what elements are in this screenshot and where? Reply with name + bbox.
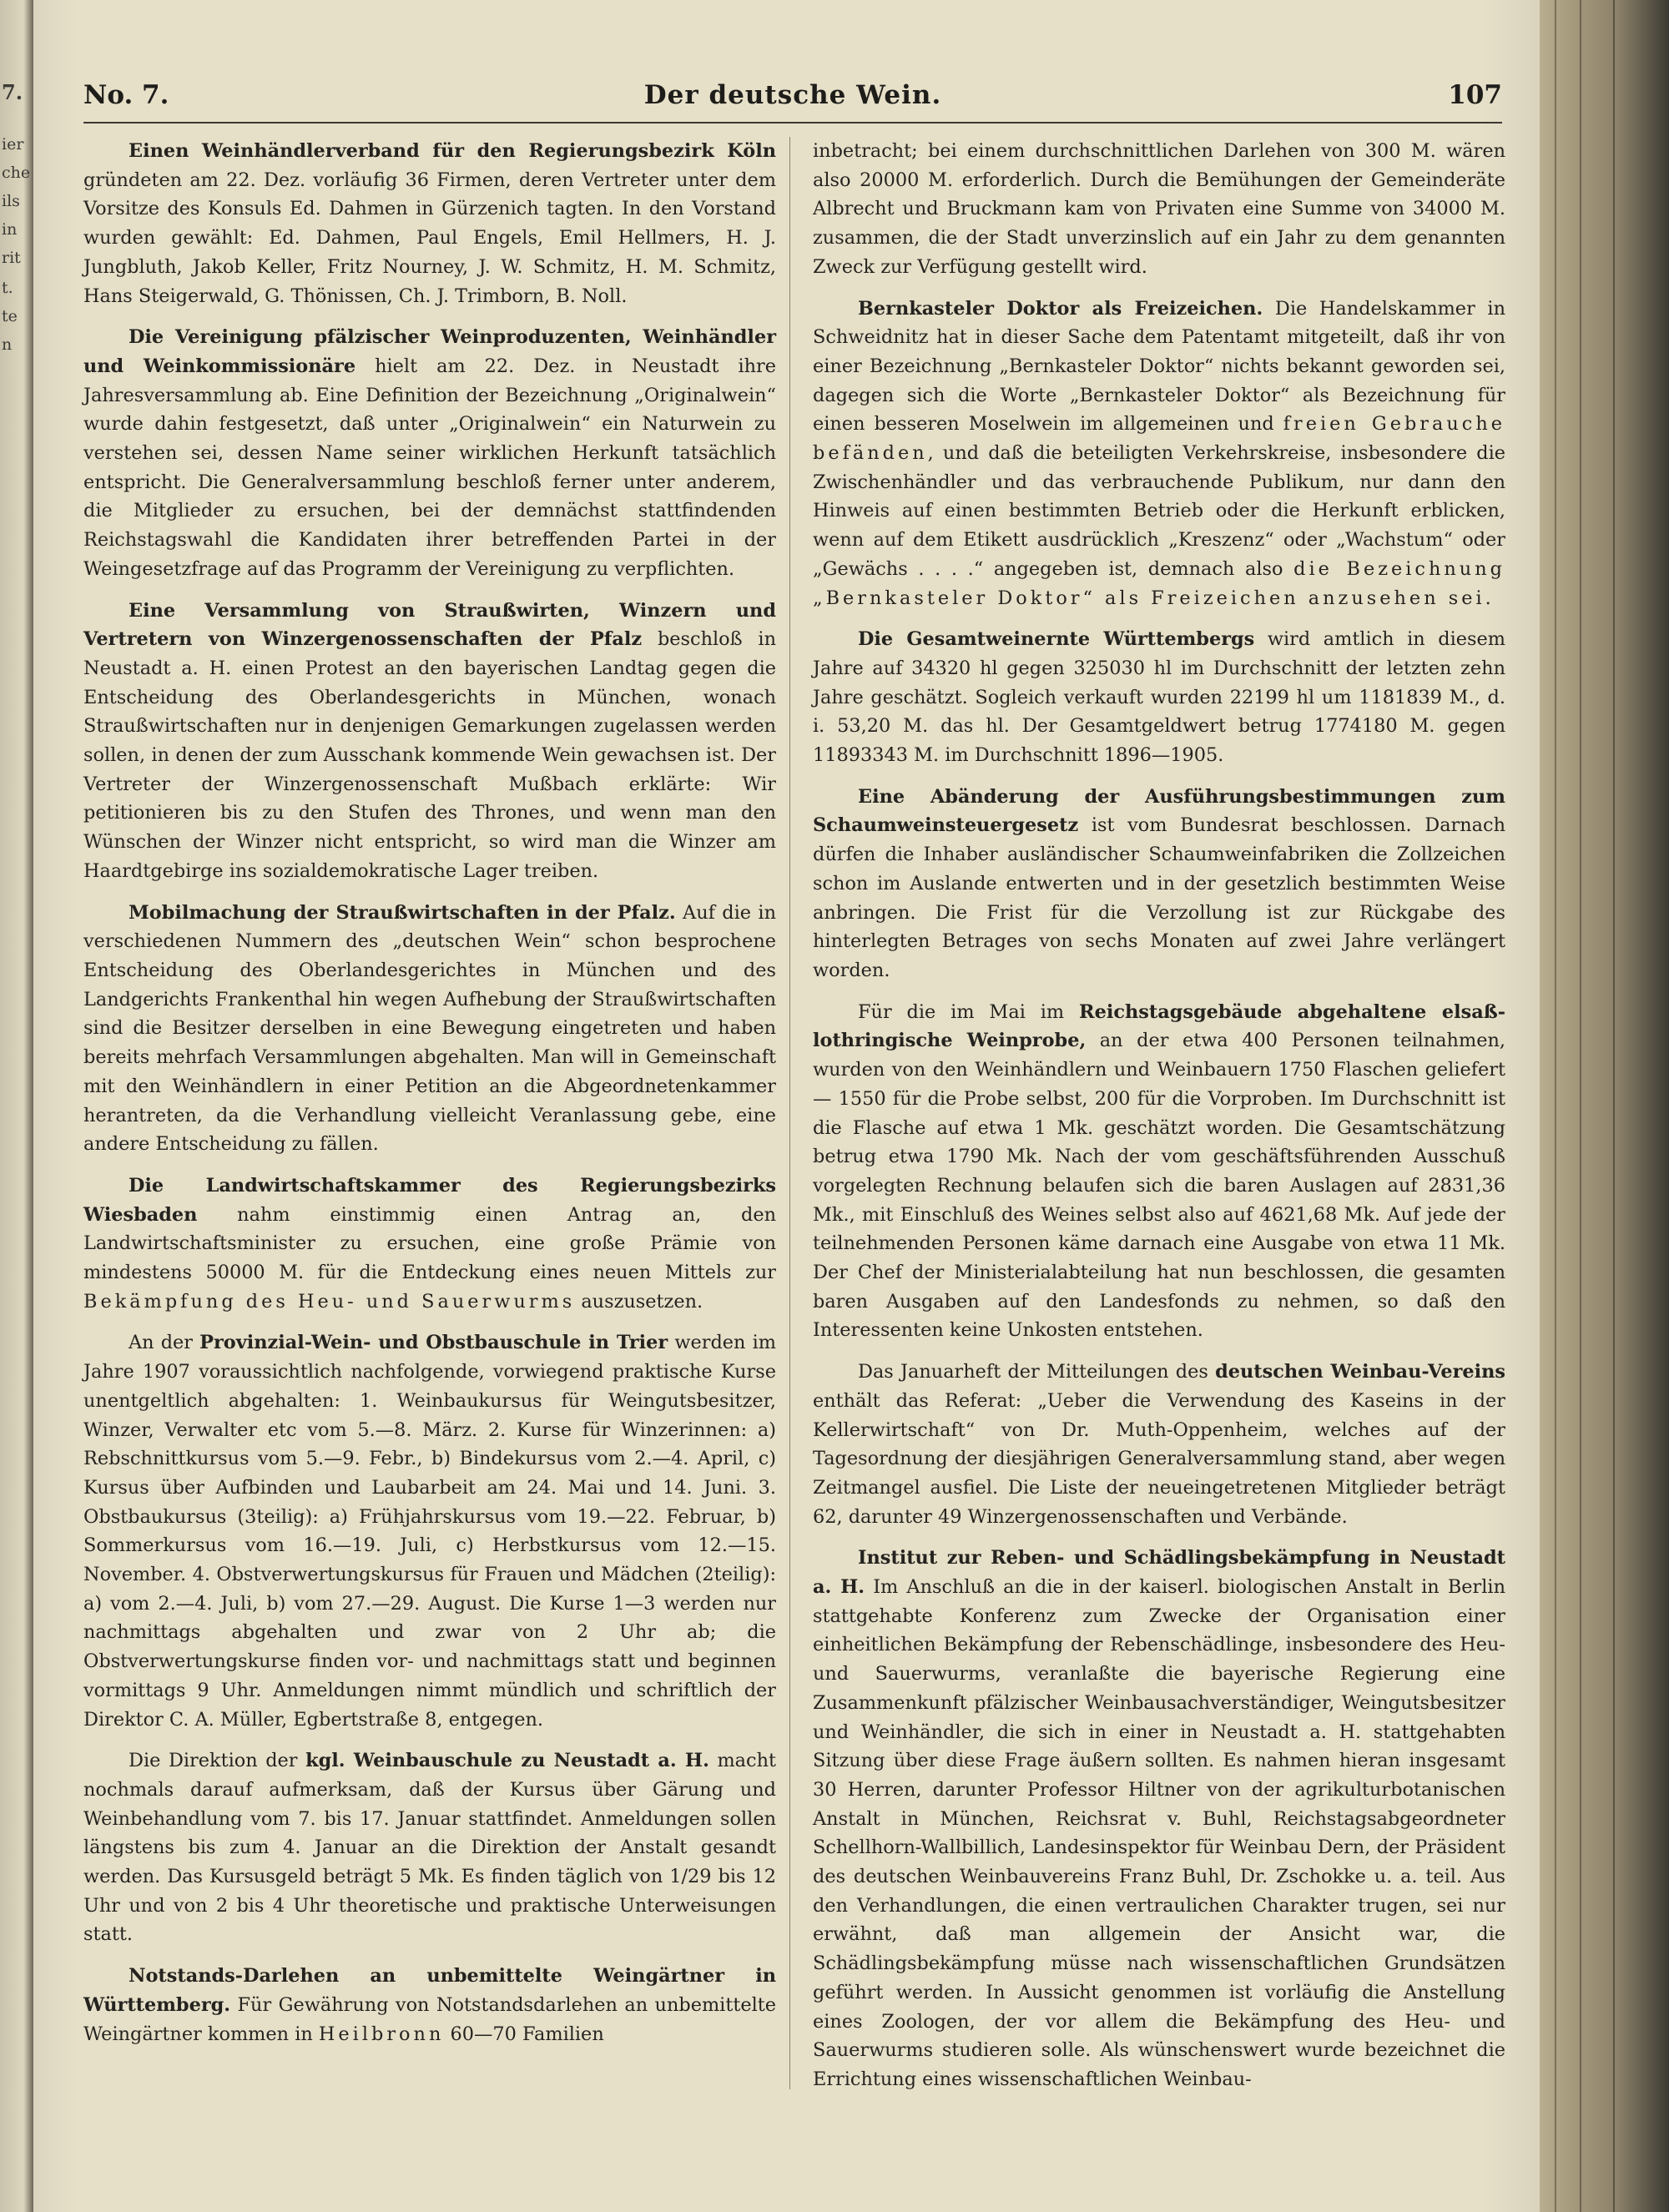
article-paragraph xyxy=(813,1358,1505,1531)
article-lead: Die Gesamtweinernte Württembergs xyxy=(858,628,1255,651)
article-text: Für die im Mai im xyxy=(858,1000,1080,1023)
running-head xyxy=(83,80,1502,117)
article-text: ist vom Bundesrat beschlossen. Darnach dürfen die Inhaber ausländischer Schaumweinfabriken die Zollzeichen schon im Auslande entwerten und in der gesetzlich bestimmten Weise anbringen. Die Frist für die Verzollung ist zur Rückgabe des hinterlegten Betrages von sechs Monaten auf zwei Jahre verlängert worden. xyxy=(813,814,1505,981)
article-text: beschloß in Neustadt a. H. einen Protest an den bayerischen Landtag gegen die Entscheidung des Oberlandesgerichts in München, wonach Straußwirtschaften nur in denjenigen Gemarkungen zugelassen werden sollen, in denen der zum Ausschank kommende Wein gewachsen ist. Der Vertreter der Winzergenossenschaft Mußbach erklärte: Wir petitionieren bis zu den Stufen des Thrones, und wenn man den Wünschen der Winzer nicht entspricht, so wird man die Winzer am Haardtgebirge ins sozialdemokratische Lager treiben. xyxy=(83,628,776,882)
article-text: wird amtlich in diesem Jahre auf 34320 hl gegen 325030 hl im Durchschnitt der letzten zehn Jahre geschätzt. Sogleich verkauft wurden 22199 hl um 1181839 M., d. i. 53,20 M. das hl. Der Gesamtgeldwert betrug 1774180 M. gegen 11893343 M. im Durchschnitt 1896—1905. xyxy=(813,628,1505,767)
article-text: Auf die in verschiedenen Nummern des „deutschen Wein“ schon besprochene Entscheidung des Oberlandesgerichtes in München und des Landgerichts Frankenthal hin wegen Aufhebung der Straußwirtschaften sind die Besitzer derselben in eine Bewegung eingetreten und haben bereits mehrfach Versammlungen abgehalten. Man will in Gemeinschaft mit den Weinhändlern in einer Petition an die Abgeordnetenkammer herantreten, da die Verhandlung vielleicht Veranlassung gebe, eine andere Entscheidung zu fällen. xyxy=(83,901,776,1156)
article-paragraph xyxy=(83,1962,776,2048)
article-lead: Eine Abänderung der Ausführungsbestimmungen zum Schaumweinsteuergesetz xyxy=(813,785,1505,837)
article-lead: Institut zur Reben- und Schädlingsbekämpfung in Neustadt a. H. xyxy=(813,1547,1505,1599)
page-stack-line xyxy=(1613,0,1615,2212)
prev-edge-fragment: che xyxy=(2,164,31,182)
article-text: Für Gewährung von Notstandsdarlehen an unbemittelte Weingärtner kommen in xyxy=(83,1993,776,2045)
article-text-tail: werden im Jahre 1907 voraussichtlich nachfolgende, vorwiegend praktische Kurse unentgeltlich abgehalten: 1. Weinbaukursus für Weingutsbesitzer, Winzer, Verwalter etc vom 5.—8. März. 2. Kurse für Winzerinnen: a) Rebschnittkursus vom 5.—9. Febr., b) Bindekursus vom 2.—4. April, c) Kursus über Aufbinden und Laubarbeit am 24. Mai und 14. Juni. 3. Obstbaukursus (3teilig): a) Frühjahrskursus vom 19.—22. Februar, b) Sommerkursus vom 16.—19. Juli, c) Herbstkursus vom 12.—15. November. 4. Obstverwertungskursus für Frauen und Mädchen (2teilig): a) vom 2.—4. Juli, b) vom 27.—29. August. Die Kurse 1—3 werden nur nachmittags abgehalten und zwar von 2 Uhr ab; die Obstverwertungskurse finden vor- und nachmittags statt und beginnen vormittags 9 Uhr. Anmeldungen nimmt mündlich und schriftlich der Direktor C. A. Müller, Egbertstraße 8, entgegen. xyxy=(83,1332,776,1731)
prev-edge-fragment: rit xyxy=(2,249,21,267)
article-bold-mid: Reichstagsgebäude abgehaltene elsaß-lothringische Weinprobe, xyxy=(813,1000,1506,1052)
article-paragraph xyxy=(83,899,776,1159)
article-paragraph xyxy=(813,625,1505,770)
article-bold-mid: kgl. Weinbauschule zu Neustadt a. H. xyxy=(305,1750,709,1772)
spaced-emphasis: Bekämpfung des Heu- und Sauerwurms xyxy=(83,1290,576,1313)
article-paragraph xyxy=(83,323,776,583)
spaced-emphasis: die Bezeichnung „Bernkasteler Doktor“ als Freizeichen anzusehen sei xyxy=(813,557,1505,609)
prev-edge-fragment: t. xyxy=(2,279,13,297)
article-text: hielt am 22. Dez. in Neustadt ihre Jahresversammlung ab. Eine Definition der Bezeichnung „Originalwein“ wurde dahin festgesetzt, daß unter „Originalwein“ ein Naturwein zu verstehen sei, dessen Name seiner wirklichen Herkunft tatsächlich entspricht. Die Generalversammlung beschloß ferner unter anderem, die Mitglieder zu ersuchen, bei der demnächst stattfindenden Reichstagswahl die Kandidaten ihrer betreffenden Partei in der Weingesetzfrage auf das Programm der Vereinigung zu verpflichten. xyxy=(83,355,776,580)
article-paragraph xyxy=(83,597,776,886)
spaced-emphasis: Heilbronn xyxy=(318,2023,445,2045)
page-stack-line xyxy=(1555,0,1556,2212)
page-number: 107 xyxy=(1448,80,1502,110)
article-text-tail: enthält das Referat: „Ueber die Verwendung des Kaseins in der Kellerwirtschaft“ von Dr. Muth-Oppenheim, welches auf der Tagesordnung der diesjährigen Generalversammlung stand, aber wegen Zeitmangel ausfiel. Die Liste der neueingetretenen Mitglieder beträgt 62, darunter 49 Winzergenossenschaften und Verbände. xyxy=(813,1389,1505,1528)
article-lead: Mobilmachung der Straußwirtschaften in der Pfalz. xyxy=(129,901,676,924)
article-text: nahm einstimmig einen Antrag an, den Landwirtschaftsminister zu ersuchen, eine große Prämie von mindestens 50000 M. für die Entdeckung eines neuen Mittels zur xyxy=(83,1203,776,1284)
article-bold-mid: deutschen Weinbau-Vereins xyxy=(1215,1361,1506,1383)
article-text-tail: , und daß die beteiligten Verkehrskreise, insbesondere die Zwischenhändler und das verbrauchende Publikum, nur dann den Hinweis auf einen bestimmten Betrieb oder die Herkunft erblicken, wenn auf dem Etikett ausdrücklich „Kreszenz“ oder „Wachstum“ oder „Gewächs . . . .“ angegeben ist, demnach also xyxy=(813,442,1505,580)
article-text: Die Direktion der xyxy=(129,1750,306,1772)
prev-edge-fragment: ils xyxy=(2,192,20,210)
article-text-tail: 60—70 Familien xyxy=(444,2023,604,2045)
prev-edge-fragment: 7. xyxy=(2,80,23,104)
article-text: Die Handelskammer in Schweidnitz hat in dieser Sache dem Patentamt mitgeteilt, daß ihr von einer Bezeichnung „Bernkasteler Doktor“ nichts bekannt geworden sei, dagegen sich die Worte „Bernkasteler Doktor“ als Bezeichnung für einen besseren Moselwein im allgemeinen und xyxy=(813,297,1505,436)
header-rule xyxy=(83,122,1502,123)
article-text-tail: auszusetzen. xyxy=(575,1290,703,1313)
article-text-tail: an der etwa 400 Personen teilnahmen, wurden von den Weinhändlern und Weinbauern 1750 Flaschen geliefert — 1550 für die Probe selbst, 200 für die Vorproben. Im Durchschnitt ist die Flasche auf etwa 1 Mk. geschätzt worden. Die Gesamtschätzung betrug etwa 1790 Mk. Nach der vom geschäftsführenden Ausschuß vorgelegten Rechnung belaufen sich die baren Auslagen auf 2831,36 Mk., mit Einschluß des Weines selbst also auf 4621,68 Mk. Auf jede der teilnehmenden Personen käme darnach eine Ausgabe von etwa 11 Mk. Der Chef der Ministerialabteilung hat nun beschlossen, die gesamten baren Ausgaben auf den Landesfonds zu nehmen, so daß den Interessenten keine Unkosten entstehen. xyxy=(813,1030,1505,1342)
article-lead: Einen Weinhändlerverband für den Regierungsbezirk Köln xyxy=(129,140,776,162)
article-text: gründeten am 22. Dez. vorläufig 36 Firmen, deren Vertreter unter dem Vorsitze des Konsuls Ed. Dahmen in Gürzenich tagten. In den Vorstand wurden gewählt: Ed. Dahmen, Paul Engels, Emil Hellmers, H. J. Jungbluth, Jakob Keller, Fritz Nourney, J. W. Schmitz, H. M. Schmitz, Hans Steigerwald, G. Thönissen, Ch. J. Trimborn, B. Noll. xyxy=(83,169,776,307)
book-edge-shadow xyxy=(1540,0,1669,2212)
article-paragraph xyxy=(813,783,1505,985)
spaced-emphasis: freien Gebrauche befänden xyxy=(813,413,1505,465)
previous-page-edge xyxy=(0,0,33,2212)
prev-edge-fragment: te xyxy=(2,307,18,325)
article-text: Das Januarheft der Mitteilungen des xyxy=(858,1361,1216,1383)
newspaper-page xyxy=(33,0,1540,2212)
article-paragraph xyxy=(813,1544,1505,2094)
article-text: An der xyxy=(129,1332,200,1354)
article-text-tail: macht nochmals darauf aufmerksam, daß der Kursus über Gärung und Weinbehandlung vom 7. bis 17. Januar stattfindet. Anmeldungen sollen längstens bis zum 4. Januar an die Direktion der Anstalt gesandt werden. Das Kursusgeld beträgt 5 Mk. Es finden täglich von 1/29 bis 12 Uhr und von 2 bis 4 Uhr theoretische und praktische Unterweisungen statt. xyxy=(83,1750,776,1946)
right-column xyxy=(813,137,1505,2107)
prev-edge-fragment: ier xyxy=(2,135,24,154)
article-paragraph xyxy=(813,295,1505,613)
article-lead: Bernkasteler Doktor als Freizeichen. xyxy=(858,297,1263,320)
prev-edge-fragment: n xyxy=(2,335,13,354)
article-lead: Die Vereinigung pfälzischer Weinproduzenten, Weinhändler und Weinkommissionäre xyxy=(83,326,776,377)
left-column xyxy=(83,137,776,2061)
article-paragraph xyxy=(83,1172,776,1317)
column-divider xyxy=(789,137,790,2089)
publication-title: Der deutsche Wein. xyxy=(643,80,942,110)
article-bold-mid: Provinzial-Wein- und Obstbauschule in Trier xyxy=(199,1332,668,1354)
article-paragraph xyxy=(83,1328,776,1734)
article-paragraph xyxy=(83,1746,776,1949)
article-paragraph xyxy=(83,137,776,310)
page-stack-line xyxy=(1580,0,1581,2212)
article-paragraph xyxy=(813,137,1505,282)
article-lead: Notstands-Darlehen an unbemittelte Weingärtner in Württemberg. xyxy=(83,1965,776,2016)
article-text: inbetracht; bei einem durchschnittlichen Darlehen von 300 M. wären also 20000 M. erforderlich. Durch die Bemühungen der Gemeinderäte Albrecht und Bruckmann kam von Privaten eine Summe von 34000 M. zusammen, die der Stadt unverzinslich auf ein Jahr zu dem genannten Zweck zur Verfügung gestellt wird. xyxy=(813,140,1505,278)
article-text: Im Anschluß an die in der kaiserl. biologischen Anstalt in Berlin stattgehabte Konferenz zum Zwecke der Organisation einer einheitlichen Bekämpfung der Rebenschädlinge, insbesondere des Heu- und Sauerwurms, veranlaßte die bayerische Regierung eine Zusammenkunft pfälzischer Weinbausachverständiger, Weingutsbesitzer und Weinhändler, die sich in einer in Neustadt a. H. stattgehabten Sitzung über diese Frage äußern sollten. Es nahmen hieran insgesamt 30 Herren, darunter Professor Hiltner von der agrikulturbotanischen Anstalt in München, Reichsrat v. Buhl, Reichstagsabgeordneter Schellhorn-Wallbillich, Landesinspektor für Weinbau Dern, der Präsident des deutschen Weinbauvereins Franz Buhl, Dr. Zschokke u. a. teil. Aus den Verhandlungen, die einen vertraulichen Charakter trugen, sei nur erwähnt, daß man allgemein der Ansicht war, die Schädlingsbekämpfung müsse nach wissenschaftlichen Grundsätzen geführt werden. In Aussicht genommen ist vorläufig die Anstellung eines Zoologen, der vor allem die Bekämpfung des Heu- und Sauerwurms studieren solle. Als wünschenswert wurde bezeichnet die Errichtung eines wissenschaftlichen Weinbau- xyxy=(813,1576,1505,2090)
article-lead: Die Landwirtschaftskammer des Regierungsbezirks Wiesbaden xyxy=(83,1174,776,1226)
prev-edge-fragment: in xyxy=(2,220,18,239)
article-text-tail: . xyxy=(1485,587,1491,609)
issue-number: No. 7. xyxy=(83,80,169,110)
article-paragraph xyxy=(813,998,1505,1345)
article-lead: Eine Versammlung von Straußwirten, Winzern und Vertretern von Winzergenossenschaften der Pfalz xyxy=(83,599,776,651)
